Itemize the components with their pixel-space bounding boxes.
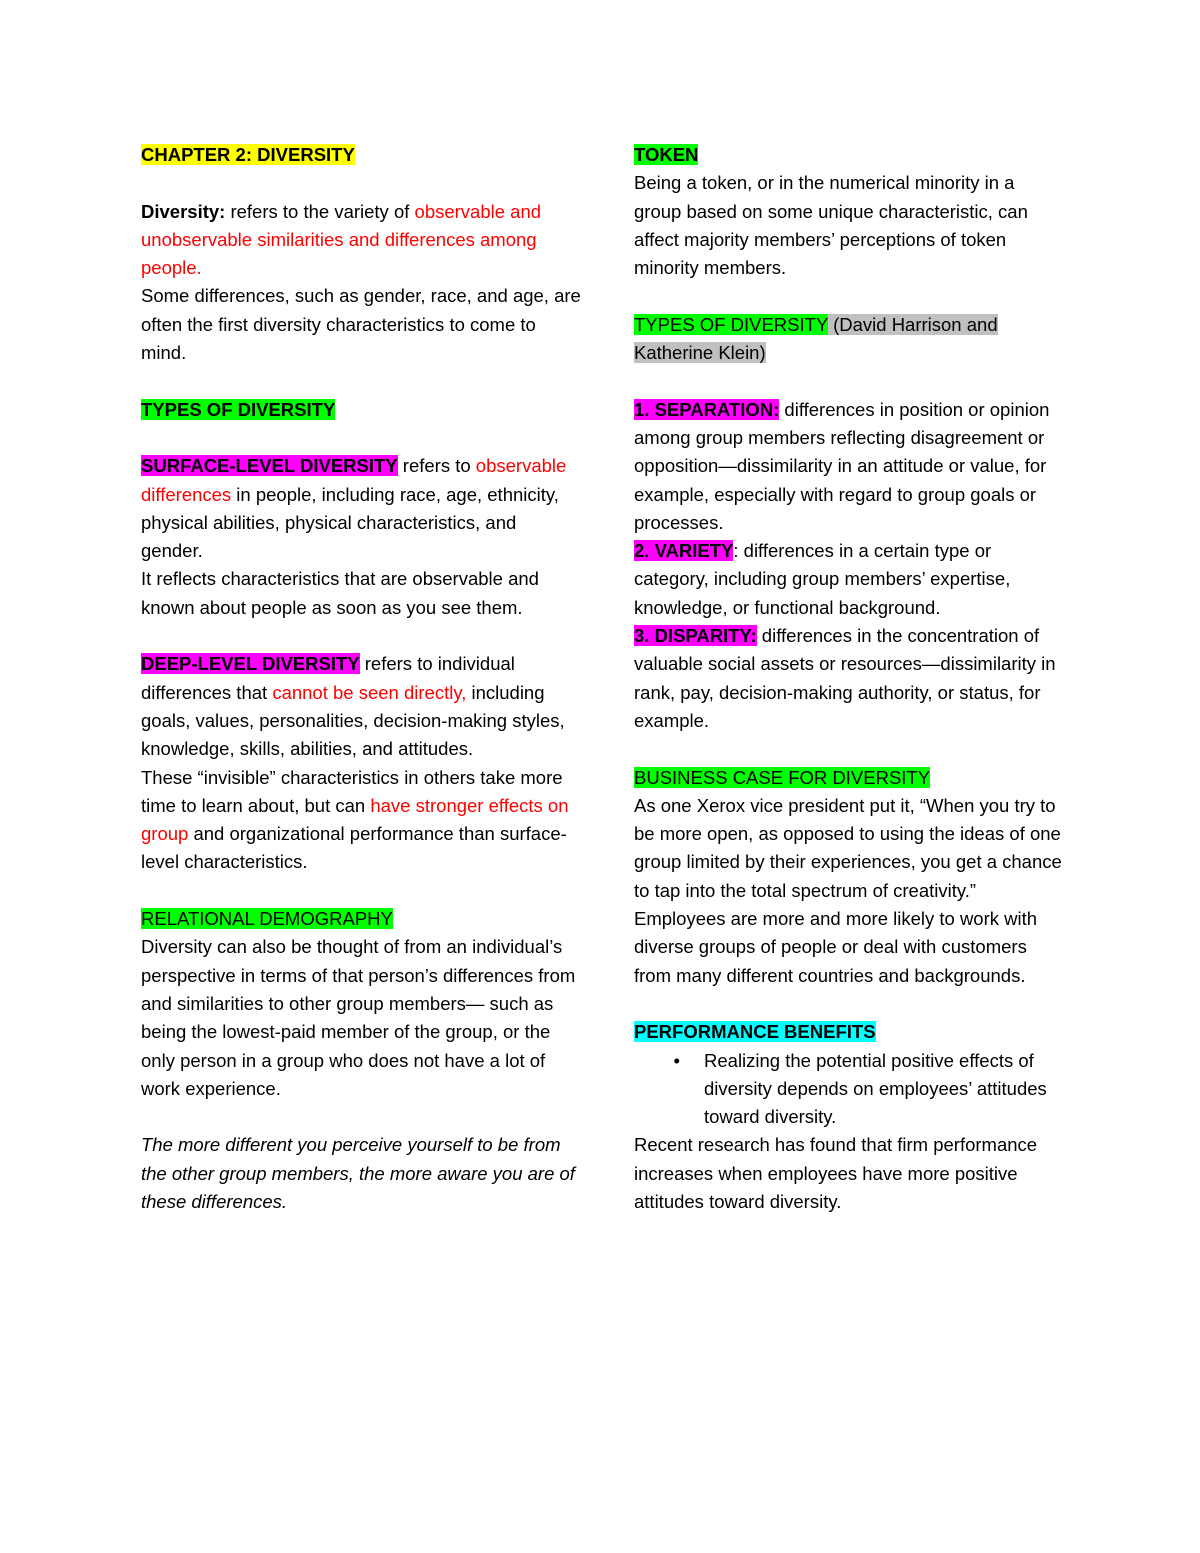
types-of-diversity-heading: TYPES OF DIVERSITY bbox=[141, 398, 336, 420]
bullet-text: Realizing the potential positive effects of diversity depends on employees’ attitudes toward diversity. bbox=[704, 1049, 1047, 1128]
business-employees-paragraph: Employees are more and more likely to work with diverse groups of people or deal with customers from many different countries and backgrounds. bbox=[634, 908, 1038, 986]
business-case-heading: BUSINESS CASE FOR DIVERSITY bbox=[634, 766, 931, 788]
relational-demography-paragraph: Diversity can also be thought of from an individual’s perspective in terms of that person’s differences from and similarities to other group members— such as being the lowest-paid member of the group, or the only person in a group who does not have a lot of work experience. bbox=[141, 936, 576, 1099]
invisible-characteristics-paragraph: These “invisible” characteristics in others take more time to learn about, but can have stronger effects on group and organizational performance than surface-level characteristics. bbox=[141, 766, 569, 873]
types-harrison-klein-heading: TYPES OF DIVERSITY (David Harrison and Katherine Klein) bbox=[634, 313, 998, 364]
relational-demography-heading: RELATIONAL DEMOGRAPHY bbox=[141, 908, 393, 930]
separation-paragraph: 1. SEPARATION: differences in position or opinion among group members reflecting disagreement or opposition—dissimilarity in an attitude or value, for example, especially with regard to group goals or processes. bbox=[634, 398, 1050, 533]
list-item bbox=[634, 1047, 1064, 1132]
italic-note-paragraph: The more different you perceive yourself to be from the other group members, the more aware you are of these differences. bbox=[141, 1134, 575, 1212]
bullet-icon: • bbox=[673, 1049, 680, 1071]
surface-level-paragraph: SURFACE-LEVEL DIVERSITY refers to observable differences in people, including race, age, ethnicity, physical abilities, physical characteristics, and gender. bbox=[141, 455, 567, 562]
research-paragraph: Recent research has found that firm performance increases when employees have more positive attitudes toward diversity. bbox=[634, 1134, 1038, 1212]
token-paragraph: Being a token, or in the numerical minority in a group based on some unique characteristic, can affect majority members’ perceptions of token minority members. bbox=[634, 172, 1028, 279]
variety-paragraph: 2. VARIETY: differences in a certain type or category, including group members’ expertise, knowledge, or functional background. bbox=[634, 540, 1011, 618]
disparity-paragraph: 3. DISPARITY: differences in the concentration of valuable social assets or resources—dissimilarity in rank, pay, decision-making authority, or status, for example. bbox=[634, 625, 1056, 731]
deep-level-paragraph: DEEP-LEVEL DIVERSITY refers to individual differences that cannot be seen directly, including goals, values, personalities, decision-making styles, knowledge, skills, abilities, and attitudes. bbox=[141, 653, 565, 760]
performance-benefits-heading: PERFORMANCE BENEFITS bbox=[634, 1021, 876, 1043]
surface-reflects-paragraph: It reflects characteristics that are observable and known about people as soon as you see them. bbox=[141, 568, 539, 618]
token-heading: TOKEN bbox=[634, 144, 699, 165]
diversity-definition: Diversity: refers to the variety of observable and unobservable similarities and differences among people. bbox=[141, 200, 542, 279]
business-quote-paragraph: As one Xerox vice president put it, “When you try to be more open, as opposed to using the ideas of one group limited by their experiences, you get a chance to tap into the total spectrum of creativity.” bbox=[634, 794, 1062, 901]
right-column bbox=[634, 141, 1064, 1216]
some-differences-paragraph: Some differences, such as gender, race, and age, are often the first diversity characteristics to come to mind. bbox=[141, 285, 581, 364]
chapter-title: CHAPTER 2: DIVERSITY bbox=[141, 144, 355, 165]
left-column bbox=[141, 141, 581, 1216]
